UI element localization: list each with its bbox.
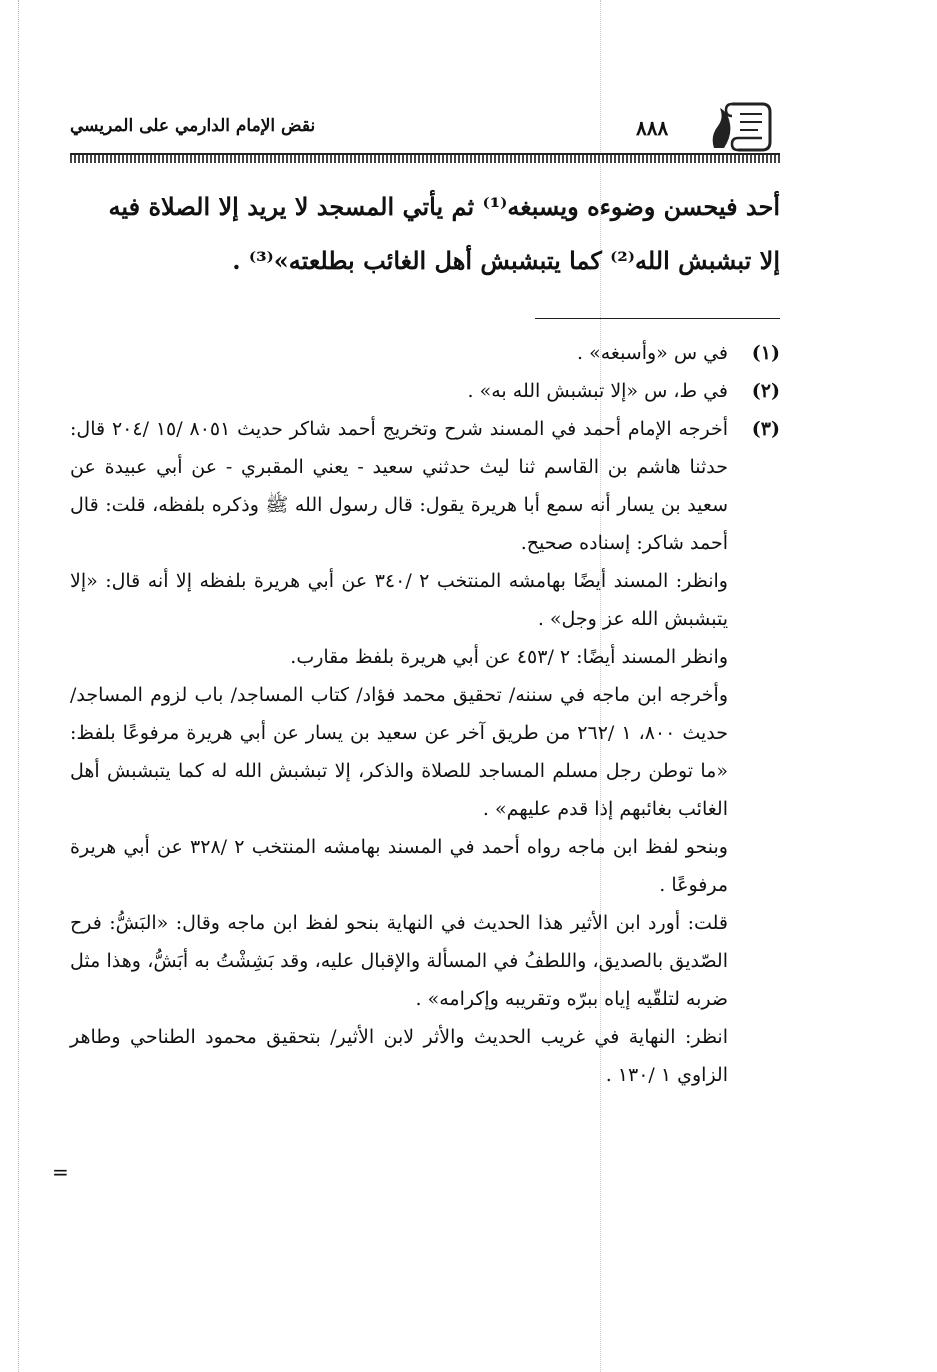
main-text-line: إلا تبشبش الله⁽²⁾ كما يتبشبش أهل الغائب بطلعته»⁽³⁾ . — [232, 246, 780, 275]
main-text-line: أحد فيحسن وضوءه ويسبغه⁽¹⁾ ثم يأتي المسجد لا يريد إلا الصلاة فيه — [108, 192, 780, 221]
footnote-text: في ط، س «إلا تبشبش الله به» . — [467, 380, 728, 402]
scan-guide-line — [18, 0, 19, 1372]
footnote-text: وبنحو لفظ ابن ماجه رواه أحمد في المسند بهامشه المنتخب ٢ /٣٢٨ عن أبي هريرة مرفوعًا . — [70, 836, 728, 896]
header-divider — [70, 153, 780, 163]
footnote-text: وأخرجه ابن ماجه في سننه/ تحقيق محمد فؤاد/ كتاب المساجد/ باب لزوم المساجد/ حديث ٨٠٠، ١ /٢٦٢ من طريق آخر عن سعيد بن يسار عن أبي هريرة مرفوعًا بلفظ: «ما توطن رجل مسلم المساجد للصلاة والذكر، إلا تبشبش الله له كما يتبشبش أهل الغائب بغائبهم إذا قدم عليهم» . — [70, 684, 729, 820]
main-text — [70, 180, 780, 288]
footnote-number: (٣) — [751, 418, 780, 440]
footnote-text: وانظر المسند أيضًا: ٢ /٤٥٣ عن أبي هريرة بلفظ مقارب. — [290, 646, 728, 668]
footnote-number: (٢) — [751, 380, 780, 402]
footnote-1 — [70, 334, 780, 372]
quill-and-scroll-icon — [704, 96, 776, 156]
footnote-separator — [535, 318, 780, 319]
footnote-text: وانظر: المسند أيضًا بهامشه المنتخب ٢ /٣٤٠ عن أبي هريرة بلفظه إلا أنه قال: «إلا يتبشبش الله عز وجل» . — [70, 570, 728, 630]
footnote-3 — [70, 410, 780, 1094]
footnote-text: انظر: النهاية في غريب الحديث والأثر لابن الأثير/ بتحقيق محمود الطناحي وطاهر الزاوي ١ /١٣٠ . — [70, 1026, 728, 1086]
page-number: ٨٨٨ — [636, 116, 669, 140]
footnote-text: قلت: أورد ابن الأثير هذا الحديث في النهاية بنحو لفظ ابن ماجه وقال: «البَشُّ: فرح الصّديق بالصديق، واللطفُ في المسألة والإقبال عليه، وقد بَشِشْتُ به أبَشُّ، وهذا مثل ضربه لتلقّيه إياه ببرّه وتقريبه وإكرامه» . — [70, 912, 728, 1010]
footnote-2 — [70, 372, 780, 410]
footnote-text: في س «وأسبغه» . — [577, 342, 728, 364]
continuation-mark: = — [52, 1160, 69, 1184]
page-header — [70, 96, 780, 158]
footnote-number: (١) — [751, 342, 780, 364]
footnote-text: أخرجه الإمام أحمد في المسند شرح وتخريج أحمد شاكر حديث ٨٠٥١ /١٥ /٢٠٤ قال: حدثنا هاشم بن القاسم ثنا ليث حدثني سعيد - يعني المقبري - عن أبي عبيدة عن سعيد بن يسار أنه سمع أبا هريرة يقول: قال رسول الله ﷺ وذكره بلفظه، قلت: قال أحمد شاكر: إسناده صحيح. — [70, 418, 728, 554]
running-title: نقض الإمام الدارمي على المريسي — [70, 116, 316, 136]
footnotes — [70, 334, 780, 1094]
